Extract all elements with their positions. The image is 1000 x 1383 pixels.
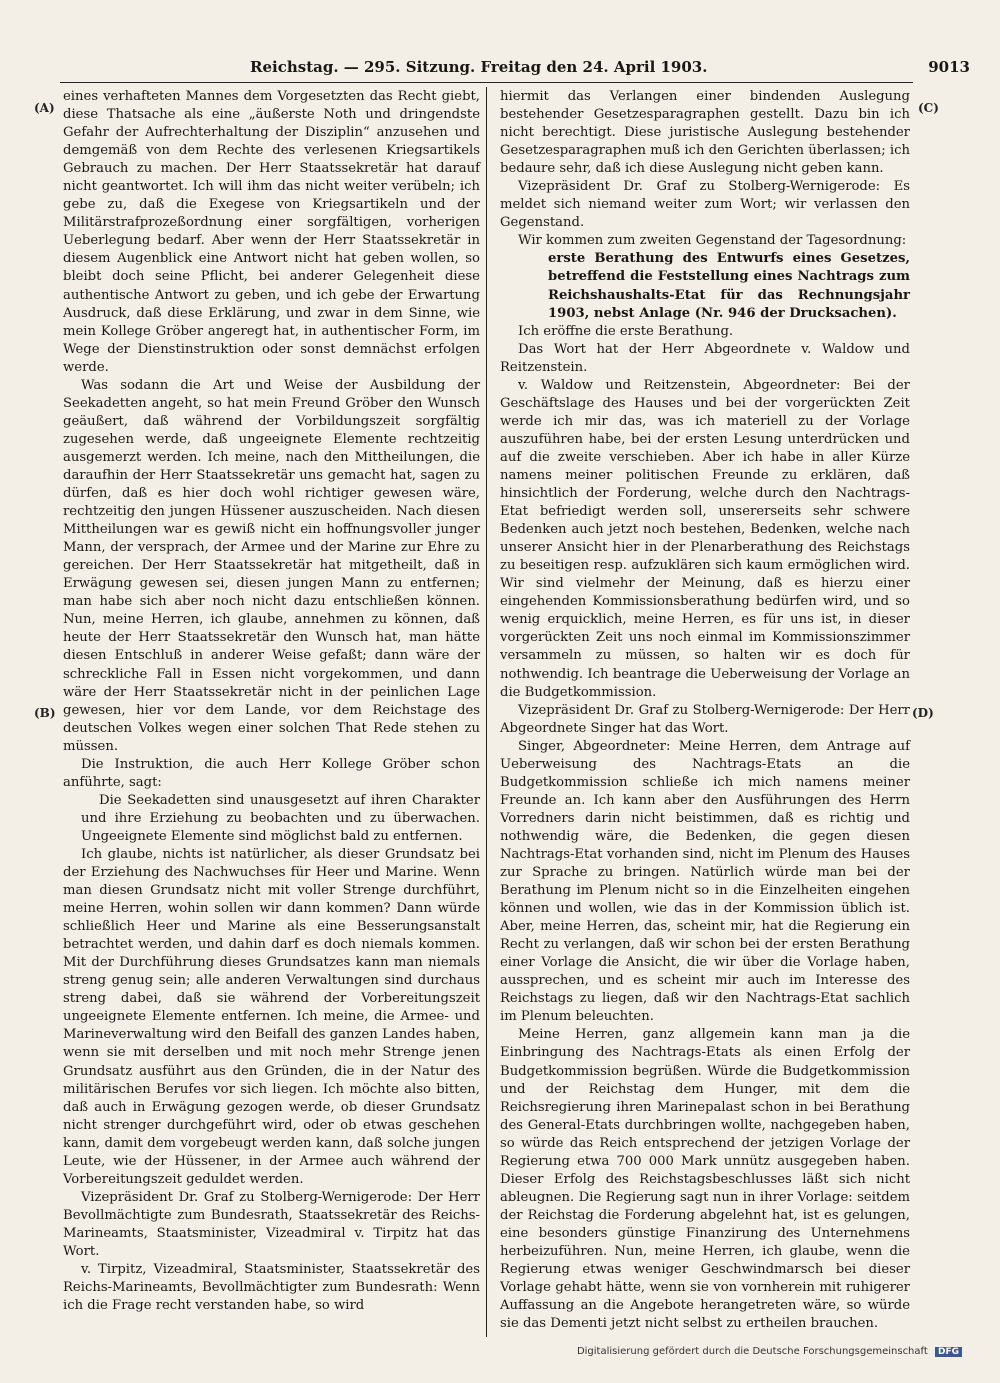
paragraph: Das Wort hat der Herr Abgeordnete v. Waldow und Reitzenstein. xyxy=(500,341,910,375)
paragraph: Was sodann die Art und Weise der Ausbildung der Seekadetten angeht, so hat mein Freund Gröber den Wunsch geäußert, daß während der Vorbildungszeit sorgfältig zugesehen werde, daß ungeeignete Elemente rechtzeitig ausgemerzt werden. Ich meine, nach den Mittheilungen, die daraufhin der Herr Staatssekretär uns gemacht hat, sagen zu dürfen, daß es hier doch wohl richtiger gewesen wäre, rechtzeitig den jungen Hüssener auszuscheiden. Nach diesen Mittheilungen war es gewiß nicht ein hoffnungsvoller junger Mann, der versprach, der Armee und der Marine zur Ehre zu gereichen. Der Herr Staatssekretär hat mitgetheilt, daß in Erwägung gewesen sei, diesen jungen Mann zu entfernen; man habe sich aber noch nicht dazu entschließen können. Nun, meine Herren, ich glaube, annehmen zu können, daß heute der Herr Staatssekretär den Wunsch hat, man hätte diesen Entschluß in anderer Weise gefaßt; dann wäre der schreckliche Fall in Essen nicht vorgekommen, und dann wäre der Herr Staatssekretär nicht in der peinlichen Lage gewesen, hier vor dem Lande, vor dem Reichstage des deutschen Volkes wegen einer solchen That Rede stehen zu müssen. xyxy=(63,377,480,754)
margin-label-c: (C) xyxy=(918,101,939,115)
speaker-paragraph: Singer, Abgeordneter: Meine Herren, dem Antrage auf Ueberweisung des Nachtrags-Etats an die Budgetkommission schließe ich mich namens meiner Freunde an. Ich kann aber den Ausführungen des Herrn Vorredners darin nicht beistimmen, daß es richtig und nothwendig wäre, die Bedenken, die gegen diesen Nachtrags-Etat vorhanden sind, nicht im Plenum des Hauses zur Sprache zu bringen. Natürlich würde man bei der Berathung im Plenum nicht so in die Einzelheiten eingehen können und wollen, wie das in der Kommission üblich ist. Aber, meine Herren, das, scheint mir, hat die Regierung ein Recht zu verlangen, daß wir schon bei der ersten Berathung einer Vorlage die Ansicht, die wir über die Vorlage haben, aussprechen, und es scheint mir auch im Interesse des Reichstags zu liegen, daß wir den Nachtrags-Etat sachlich im Plenum beleuchten. xyxy=(500,738,910,1025)
speaker-paragraph: Vizepräsident Dr. Graf zu Stolberg-Wernigerode: Der Herr Bevollmächtigte zum Bundesrath, Staatssekretär des Reichs-Marineamts, Staatsminister, Vizeadmiral v. Tirpitz hat das Wort. xyxy=(63,1189,480,1259)
right-column xyxy=(500,88,910,1333)
agenda-item: erste Berathung des Entwurfs eines Gesetzes, betreffend die Feststellung eines Nachtrags zum Reichshaushalts-Etat für das Rechnungsjahr 1903, nebst Anlage (Nr. 946 der Drucksachen). xyxy=(548,251,910,321)
paragraph: Die Instruktion, die auch Herr Kollege Gröber schon anführte, sagt: xyxy=(63,756,480,790)
running-header xyxy=(60,58,970,80)
speaker-paragraph: Vizepräsident Dr. Graf zu Stolberg-Wernigerode: Der Herr Abgeordnete Singer hat das Wort. xyxy=(500,702,910,736)
margin-label-b: (B) xyxy=(34,706,56,720)
paragraph: hiermit das Verlangen einer bindenden Auslegung bestehender Gesetzesparagraphen gestellt. Dazu bin ich nicht berechtigt. Diese juristische Auslegung bestehender Gesetzesparagraphen muß ich den Gerichten überlassen; ich bedaure sehr, daß ich diese Auslegung nicht geben kann. xyxy=(500,89,910,177)
footer-credit xyxy=(577,1346,962,1357)
funding-note: Digitalisierung gefördert durch die Deutsche Forschungsgemeinschaft xyxy=(576,1346,928,1357)
speaker-paragraph: v. Tirpitz, Vizeadmiral, Staatsminister, Staatssekretär des Reichs-Marineamts, Bevollmächtigter zum Bundesrath: Wenn ich die Frage recht verstanden habe, so wird xyxy=(63,1262,480,1314)
paragraph: Ich glaube, nichts ist natürlicher, als dieser Grundsatz bei der Erziehung des Nachwuchses für Heer und Marine. Wenn man diesen Grundsatz nicht mit voller Strenge durchführt, meine Herren, wohin sollen wir dann kommen? Dann würde schließlich Heer und Marine als eine Besserungsanstalt betrachtet werden, und dahin darf es doch niemals kommen. Mit der Durchführung dieses Grundsatzes kann man niemals streng genug sein; alle anderen Verwaltungen sind durchaus streng dabei, daß sie während der Vorbereitungszeit ungeeignete Elemente entfernen. Ich meine, die Armee- und Marineverwaltung wird den Beifall des ganzen Landes haben, wenn sie mit derselben und mit noch mehr Strenge jenen Grundsatz ausführt aus den Gründen, die in der Natur des militärischen Berufes vor sich liegen. Ich möchte also bitten, daß auch in Erwägung gezogen werde, ob dieser Grundsatz nicht strenger durchgeführt wird, oder ob etwas geschehen kann, damit dem vorgebeugt werden kann, daß solche jungen Leute, wie der Hüssener, in der Armee auch während der Vorbereitungszeit geduldet werden. xyxy=(63,846,480,1187)
page-number: 9013 xyxy=(928,58,970,76)
speaker-paragraph: v. Waldow und Reitzenstein, Abgeordneter: Bei der Geschäftslage des Hauses und bei der vorgerückten Zeit werde ich mir das, was ich materiell zu der Vorlage auszuführen habe, bei der ersten Lesung unterdrücken und auf die zweite verschieben. Aber ich habe in aller Kürze namens meiner politischen Freunde zu erklären, daß hinsichtlich der Forderung, welche durch den Nachtrags-Etat befriedigt werden soll, unsererseits sehr schwere Bedenken auch jetzt noch bestehen, Bedenken, welche nach unserer Ansicht hier in der Plenarberathung des Reichstags zu beseitigen resp. aufzuklären sich kaum ermöglichen wird. Wir sind vielmehr der Meinung, daß es hierzu einer eingehenden Kommissionsberathung bedürfen wird, und so wenig erquicklich, meine Herren, es für uns ist, in dieser vorgerückten Zeit uns noch einmal im Kommissionszimmer versammeln zu müssen, so halten wir es doch für nothwendig. Ich beantrage die Ueberweisung der Vorlage an die Budgetkommission. xyxy=(500,377,910,700)
block-quote: Die Seekadetten sind unausgesetzt auf ihren Charakter und ihre Erziehung zu beobachten und zu überwachen. Ungeeignete Elemente sind möglichst bald zu entfernen. xyxy=(81,792,480,844)
paragraph: eines verhafteten Mannes dem Vorgesetzten das Recht giebt, diese Thatsache als eine „äußerste Noth und dringendste Gefahr der Aufrechterhaltung der Disziplin“ anzusehen und demgemäß von dem Rechte des verlesenen Kriegsartikels Gebrauch zu machen. Der Herr Staatssekretär hat darauf nicht geantwortet. Ich will ihm das nicht weiter verübeln; ich gebe zu, daß die Exegese von Kriegsartikeln und der Militärstrafprozeßordnung einer sorgfältigen, vorherigen Ueberlegung bedarf. Aber wenn der Herr Staatssekretär in diesem Augenblick eine Antwort nicht hat geben wollen, so bleibt doch seine Pflicht, bei anderer Gelegenheit diese authentische Antwort zu geben, und ich gebe der Erwartung Ausdruck, daß diese Erklärung, und zwar in dem Sinne, wie mein Kollege Gröber angeregt hat, in authentischer Form, im Wege der Dienstinstruktion oder sonst demnächst erfolgen werde. xyxy=(63,89,480,375)
margin-label-a: (A) xyxy=(34,101,55,115)
left-column xyxy=(63,88,480,1315)
paragraph: Wir kommen zum zweiten Gegenstand der Tagesordnung: xyxy=(518,233,907,249)
dfg-logo: DFG xyxy=(935,1347,962,1357)
running-title: Reichstag. — 295. Sitzung. Freitag den 24. April 1903. xyxy=(250,58,708,76)
header-rule xyxy=(60,82,913,83)
column-divider xyxy=(486,87,487,1337)
margin-label-d: (D) xyxy=(912,706,934,720)
paragraph: Ich eröffne die erste Berathung. xyxy=(518,323,734,339)
paragraph: Meine Herren, ganz allgemein kann man ja die Einbringung des Nachtrags-Etats als einen Erfolg der Budgetkommission begrüßen. Würde die Budgetkommission und der Reichstag dem Hunger, mit dem die Reichsregierung ihren Marinepalast schon in bei Berathung des General-Etats durchbringen wollte, nachgegeben haben, so würde das Reich entsprechend der jetzigen Vorlage der Regierung etwa 700 000 Mark unnütz ausgegeben haben. Dieser Erfolg des Reichstagsbeschlusses läßt sich nicht ableugnen. Die Regierung sagt nun in ihrer Vorlage: seitdem der Reichstag die Forderung abgelehnt hat, ist es gelungen, eine besonders günstige Finanzirung des Unternehmens herbeizuführen. Nun, meine Herren, ich glaube, wenn die Regierung etwas weniger Geschwindmarsch bei dieser Vorlage gehabt hätte, wenn sie von vornherein mit ruhigerer Auffassung an die Angebote herangetreten wäre, so würde sie das Dementi jetzt nicht selbst zu ertheilen brauchen. xyxy=(500,1027,910,1332)
speaker-paragraph: Vizepräsident Dr. Graf zu Stolberg-Wernigerode: Es meldet sich niemand weiter zum Wort; wir verlassen den Gegenstand. xyxy=(500,179,910,231)
